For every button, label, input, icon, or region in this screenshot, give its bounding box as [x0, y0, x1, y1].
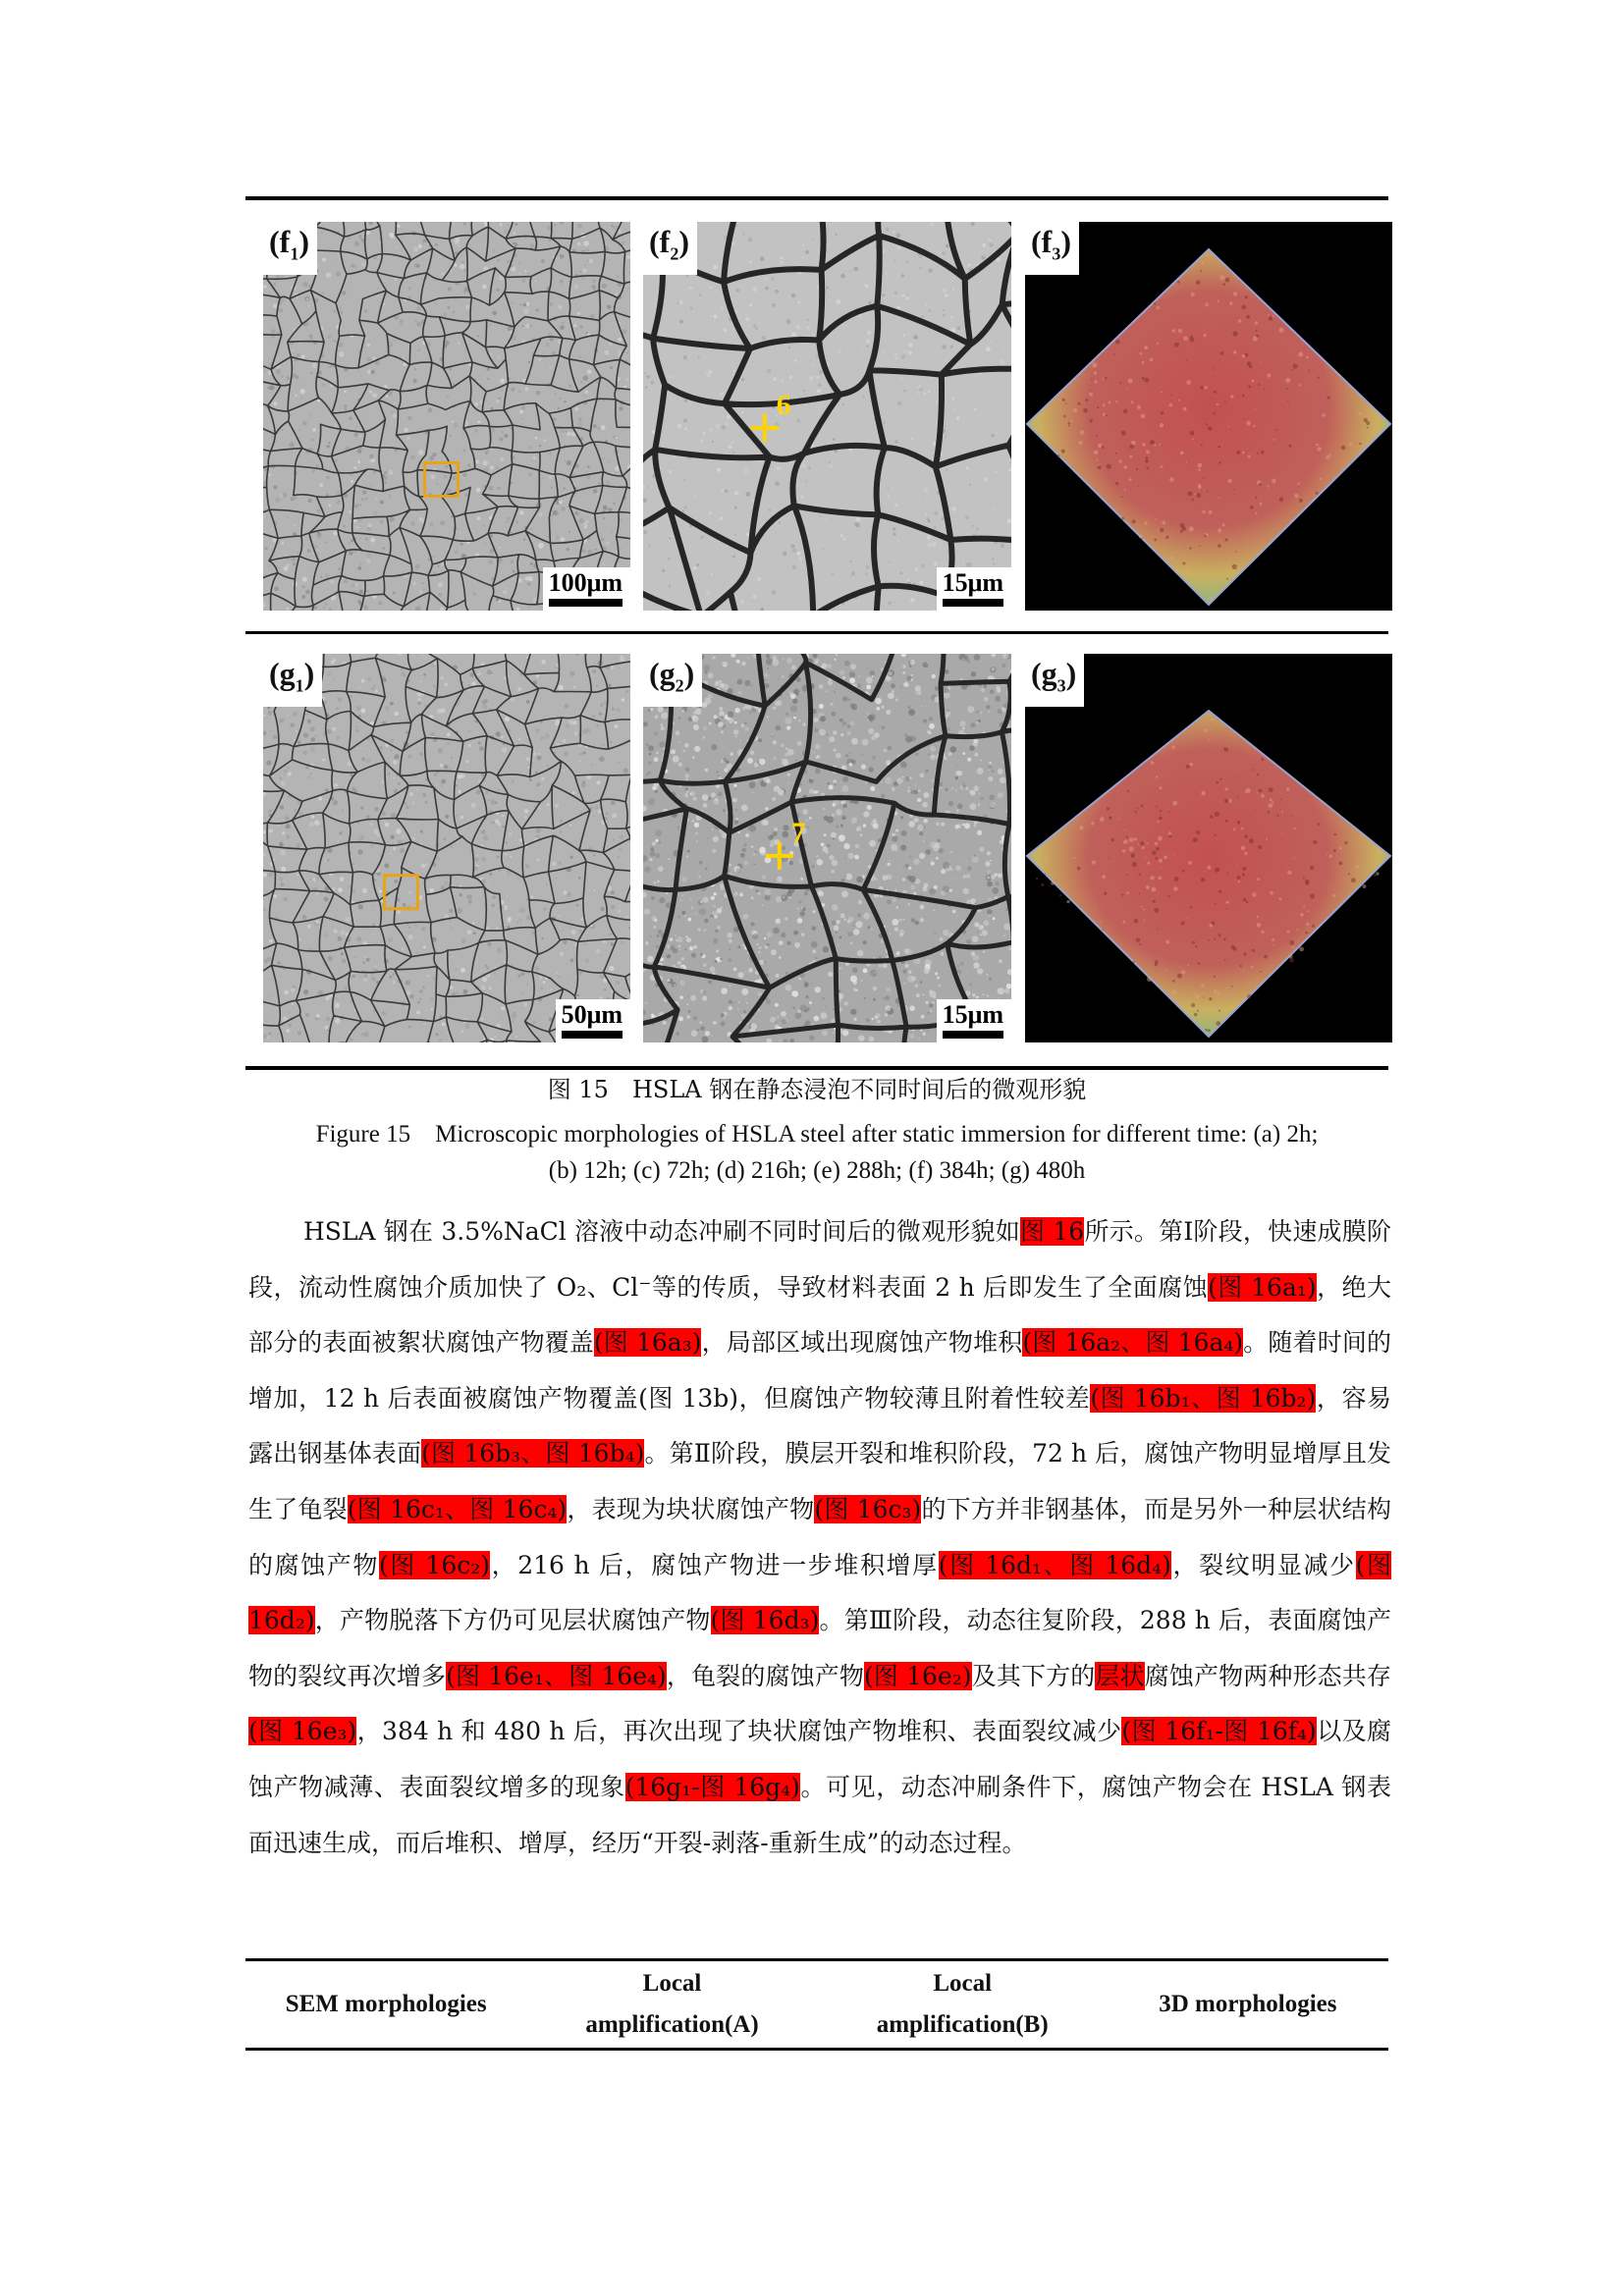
- sem-micrograph: [643, 222, 1011, 611]
- panel-g2: [643, 654, 1011, 1042]
- paragraph-run: ，产物脱落下方仍可见层状腐蚀产物: [314, 1606, 711, 1635]
- paragraph-text: [248, 1204, 1391, 1871]
- paragraph-run: ，裂纹明显减少: [1170, 1550, 1356, 1579]
- figure-reference-highlight: 层状: [1095, 1661, 1145, 1690]
- figure-reference-highlight: (图 16b₃、图 16b₄): [421, 1439, 645, 1468]
- paragraph-run: 。第Ⅲ阶段，动态往复阶段，288 h 后，表面腐蚀产物的裂纹再次增多: [248, 1606, 1391, 1690]
- paragraph-run: ，216 h 后，腐蚀产物进一步堆积增厚: [490, 1550, 939, 1579]
- paragraph-run: 所示。第Ⅰ阶段，快速成膜阶段，流动性腐蚀介质加快了 O₂、Cl⁻等的传质，导致材料表面 2 h 后即发生了全面腐蚀: [248, 1217, 1392, 1302]
- paragraph-run: 的下方并非钢基体，而是另外一种层状结构的腐蚀产物: [248, 1494, 1391, 1579]
- scale-bar: 15μm: [937, 567, 1011, 611]
- paragraph-run: 以及腐蚀产物减薄、表面裂纹增多的现象: [248, 1717, 1391, 1801]
- paragraph-run: ，容易露出钢基体表面: [248, 1383, 1392, 1468]
- paragraph-run: 及其下方的: [971, 1661, 1096, 1690]
- figure16-table-header: [245, 1958, 1388, 2051]
- figure-reference-highlight: (图 16e₂): [864, 1661, 972, 1690]
- panel-g3: [1025, 654, 1392, 1042]
- paragraph-run: 。第Ⅱ阶段，膜层开裂和堆积阶段，72 h 后，腐蚀产物明显增厚且发生了龟裂: [248, 1439, 1391, 1523]
- body-paragraph: [248, 1204, 1391, 1871]
- scale-bar: 15μm: [937, 999, 1011, 1042]
- figure-reference-highlight: (图 16d₃): [710, 1606, 820, 1635]
- paragraph-run: ，384 h 和 480 h 后，再次出现了块状腐蚀产物堆积、表面裂纹减少: [356, 1717, 1122, 1746]
- paragraph-run: 腐蚀产物两种形态共存: [1144, 1661, 1391, 1690]
- point-marker-label: 7: [790, 816, 806, 849]
- figure-reference-highlight: (图 16c₂): [378, 1550, 491, 1579]
- panel-label: $(f_2)$: [643, 222, 697, 275]
- panel-label: $(g_1)$: [263, 654, 322, 707]
- figure-reference-highlight: (图 16a₂、图 16a₄): [1022, 1328, 1244, 1358]
- panel-f2: [643, 222, 1011, 611]
- figure-reference-highlight: (图 16d₁、图 16d₄): [938, 1550, 1171, 1579]
- figure-caption-cn: 图 15 HSLA 钢在静态浸泡不同时间后的微观形貌: [547, 1076, 1087, 1103]
- col-header-local-b: Local amplification(B): [876, 1970, 1049, 2038]
- panel-label: $(f_3)$: [1025, 222, 1079, 275]
- figure-reference-highlight: (图 16e₁、图 16e₄): [446, 1661, 667, 1690]
- col-header-local-a: Local amplification(A): [585, 1970, 759, 2038]
- scale-bar: 100μm: [543, 567, 630, 611]
- 3d-morphology-image: [1025, 222, 1392, 611]
- panel-label: $(g_2)$: [643, 654, 702, 707]
- panel-f1: [263, 222, 630, 611]
- figure-bottom-rule: [245, 1066, 1388, 1070]
- paragraph-run: ，表现为块状腐蚀产物: [567, 1494, 815, 1523]
- panel-g1: [263, 654, 630, 1042]
- figure-reference-highlight: 图 16: [1020, 1217, 1085, 1246]
- figure-reference-highlight: (16g₁-图 16g₄): [624, 1772, 800, 1801]
- figure-caption-en-line1: Figure 15 Microscopic morphologies of HSLA steel after static immersion for different time: (a) 2h;: [315, 1121, 1319, 1148]
- paragraph-run: ，局部区域出现腐蚀产物堆积: [701, 1328, 1023, 1358]
- figure-reference-highlight: (图 16a₁): [1208, 1272, 1317, 1302]
- figure-reference-highlight: (图 16d₂): [248, 1550, 1391, 1635]
- paragraph-run: ，绝大部分的表面被絮状腐蚀产物覆盖: [248, 1272, 1391, 1358]
- paragraph-run: ，龟裂的腐蚀产物: [666, 1661, 865, 1690]
- figure-reference-highlight: (图 16e₃): [248, 1717, 357, 1746]
- figure-row-divider: [245, 631, 1388, 634]
- panel-f3: [1025, 222, 1392, 611]
- figure-reference-highlight: (图 16a₃): [593, 1328, 702, 1358]
- figure-reference-highlight: (图 16c₃): [814, 1494, 922, 1523]
- sem-micrograph: [263, 222, 630, 611]
- scale-bar: 50μm: [556, 999, 630, 1042]
- figure-top-rule: [245, 196, 1388, 200]
- point-marker-label: 6: [776, 388, 791, 421]
- panel-label: $(g_3)$: [1025, 654, 1084, 707]
- col-header-sem: SEM morphologies: [285, 1991, 487, 2017]
- figure-reference-highlight: (图 16b₁、图 16b₂): [1090, 1383, 1317, 1413]
- panel-label: $(f_1)$: [263, 222, 317, 275]
- paragraph-run: HSLA 钢在 3.5%NaCl 溶液中动态冲刷不同时间后的微观形貌如: [303, 1217, 1020, 1246]
- sem-micrograph: [263, 654, 630, 1042]
- figure-caption-en-line2: (b) 12h; (c) 72h; (d) 216h; (e) 288h; (f) 384h; (g) 480h: [548, 1157, 1086, 1184]
- col-header-3d: 3D morphologies: [1159, 1991, 1337, 2017]
- sem-micrograph: [643, 654, 1011, 1042]
- figure-reference-highlight: (图 16f₁-图 16f₄): [1121, 1717, 1317, 1746]
- figure-reference-highlight: (图 16c₁、图 16c₄): [347, 1494, 568, 1523]
- paragraph-run: 。可见，动态冲刷条件下，腐蚀产物会在 HSLA 钢表面迅速生成，而后堆积、增厚，经历“开裂-剥落-重新生成”的动态过程。: [248, 1772, 1391, 1857]
- paragraph-run: 。随着时间的增加，12 h 后表面被腐蚀产物覆盖(图 13b)，但腐蚀产物较薄且附着性较差: [248, 1328, 1391, 1413]
- 3d-morphology-image: [1025, 654, 1392, 1042]
